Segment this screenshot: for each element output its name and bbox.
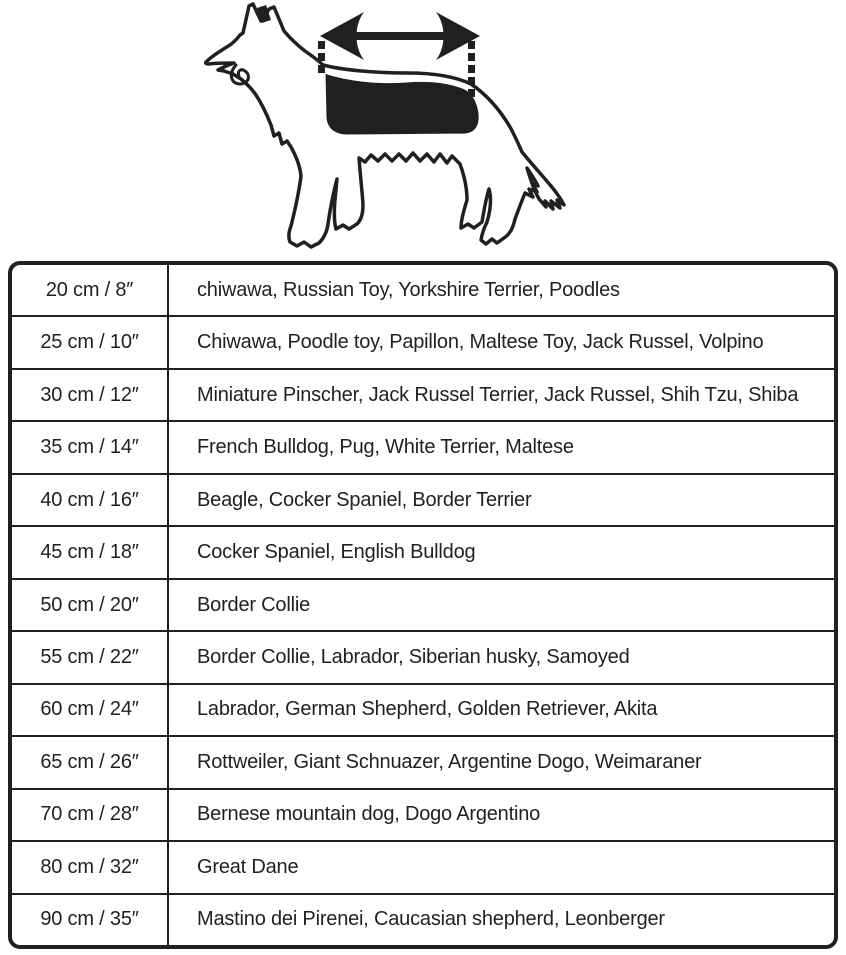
breeds-cell: Miniature Pinscher, Jack Russel Terrier, Jack Russel, Shih Tzu, Shiba — [197, 383, 799, 406]
breeds-cell: Mastino dei Pirenei, Caucasian shepherd, Leonberger — [197, 908, 665, 931]
size-cell: 45 cm / 18″ — [12, 527, 169, 577]
table-row — [12, 475, 834, 527]
table-row — [12, 580, 834, 632]
table-row — [12, 527, 834, 579]
breeds-cell: French Bulldog, Pug, White Terrier, Maltese — [197, 436, 574, 459]
breeds-cell: Labrador, German Shepherd, Golden Retriever, Akita — [197, 698, 658, 721]
breeds-cell: Chiwawa, Poodle toy, Papillon, Maltese Toy, Jack Russel, Volpino — [197, 331, 764, 354]
table-row — [12, 737, 834, 789]
size-cell: 20 cm / 8″ — [12, 265, 169, 315]
table-row — [12, 632, 834, 684]
size-cell: 50 cm / 20″ — [12, 580, 169, 630]
breeds-cell: Border Collie — [197, 593, 311, 616]
table-row — [12, 842, 834, 894]
breeds-cell: Cocker Spaniel, English Bulldog — [197, 541, 476, 564]
size-cell: 90 cm / 35″ — [12, 895, 169, 945]
breeds-cell: Beagle, Cocker Spaniel, Border Terrier — [197, 488, 532, 511]
double-headed-arrow-icon — [320, 12, 480, 60]
table-row — [12, 790, 834, 842]
measurement-illustration — [0, 0, 846, 261]
size-cell: 65 cm / 26″ — [12, 737, 169, 787]
size-cell: 25 cm / 10″ — [12, 317, 169, 367]
size-cell: 30 cm / 12″ — [12, 370, 169, 420]
table-row — [12, 422, 834, 474]
breeds-cell: chiwawa, Russian Toy, Yorkshire Terrier, Poodles — [197, 278, 620, 301]
table-row — [12, 317, 834, 369]
table-row — [12, 370, 834, 422]
breeds-cell: Border Collie, Labrador, Siberian husky, Samoyed — [197, 646, 630, 669]
table-row — [12, 685, 834, 737]
size-cell: 60 cm / 24″ — [12, 685, 169, 735]
size-cell: 80 cm / 32″ — [12, 842, 169, 892]
size-cell: 35 cm / 14″ — [12, 422, 169, 472]
breeds-cell: Bernese mountain dog, Dogo Argentino — [197, 803, 541, 826]
size-cell: 40 cm / 16″ — [12, 475, 169, 525]
size-chart-table — [8, 261, 838, 949]
table-row — [12, 265, 834, 317]
size-cell: 70 cm / 28″ — [12, 790, 169, 840]
breeds-cell: Rottweiler, Giant Schnuazer, Argentine Dogo, Weimaraner — [197, 750, 702, 773]
breeds-cell: Great Dane — [197, 855, 299, 878]
table-row — [12, 895, 834, 945]
dog-side-profile-icon — [0, 0, 846, 261]
size-cell: 55 cm / 22″ — [12, 632, 169, 682]
